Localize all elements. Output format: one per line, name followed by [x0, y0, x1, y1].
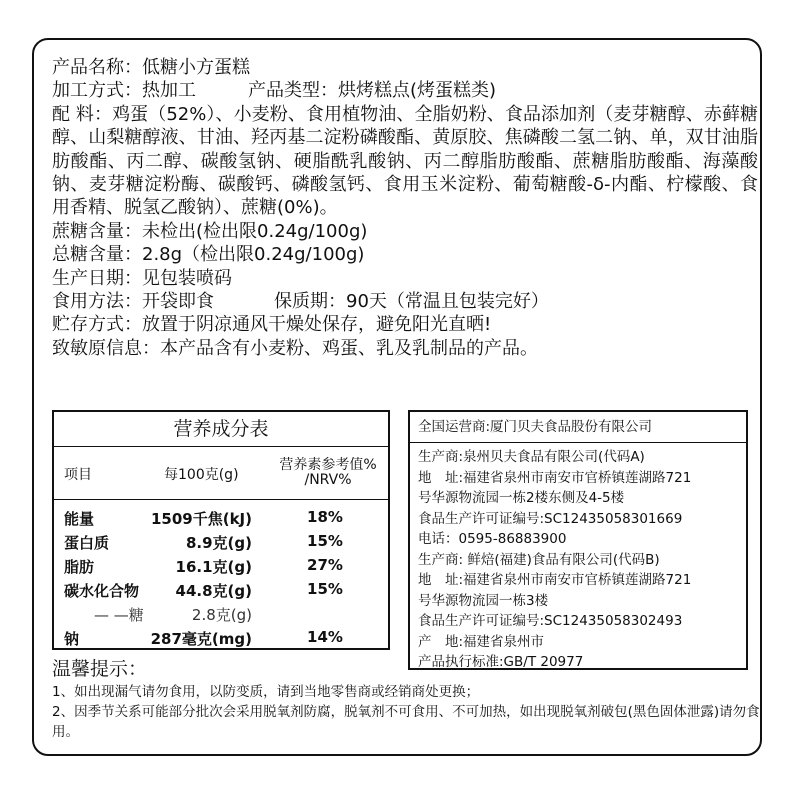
nutrient-name: 碳水化合物 [64, 582, 140, 600]
company-details [410, 443, 746, 673]
nutrient-name: 脂肪 [64, 558, 95, 576]
company-line: 地 址:福建省泉州市南安市官桥镇莲湖路721 [418, 469, 692, 486]
operator: 全国运营商:厦门贝夫食品股份有限公司 [410, 412, 746, 443]
company-line: 地 址:福建省泉州市南安市官桥镇莲湖路721 [418, 572, 692, 588]
nutrient-amount: 16.1克(g) [175, 558, 252, 576]
total-sugar-content: 总糖含量：2.8g（检出限0.24g/100g) [52, 244, 365, 266]
nutrition-row-protein [54, 530, 388, 554]
nutrient-amount: 44.8克(g) [175, 582, 252, 600]
nutrient-name: 蛋白质 [64, 534, 110, 552]
process-and-type-row [52, 79, 758, 102]
nutrition-table [52, 410, 390, 650]
company-line: 生产商:泉州贝夫食品有限公司(代码A) [418, 449, 645, 465]
header-per100: 每100克(g) [164, 467, 239, 483]
usage-and-shelf-row [52, 290, 758, 313]
nutrition-row-energy [54, 506, 388, 530]
production-date: 生产日期：见包装喷码 [52, 267, 232, 289]
nutrition-header [54, 447, 388, 500]
storage-method: 贮存方式：放置于阴凉通风干燥处保存，避免阳光直晒! [52, 314, 492, 336]
nutrition-title: 营养成分表 [54, 412, 388, 447]
nutrient-name: 钠 [64, 630, 80, 648]
ingredients: 配 料：鸡蛋（52%）、小麦粉、食用植物油、全脂奶粉、食品添加剂（麦芽糖醇、赤藓糖醇、山梨糖醇液、甘油、羟丙基二淀粉磷酸酯、黄原胶、焦磷酸二氢二钠、单，双甘油脂肪酸酯、丙二醇、碳酸氢钠、硬脂酰乳酸钠、丙二醇脂肪酸酯、蔗糖脂肪酸酯、海藻酸钠、麦芽糖淀粉酶、碳酸钙、磷酸氢钙、食用玉米淀粉、葡萄糖酸-δ-内酯、柠檬酸、食用香精、脱氢乙酸钠）、蔗糖(0%)。 [52, 103, 758, 219]
nutrient-nrv: 15% [307, 532, 343, 550]
company-line: 号华源物流园一栋2楼东侧及4-5楼 [418, 490, 625, 506]
company-line: 生产商: 鲜焙(福建)食品有限公司(代码B) [418, 551, 660, 568]
processing-method: 加工方式：热加工 [52, 80, 196, 102]
sucrose-content: 蔗糖含量：未检出(检出限0.24g/100g) [52, 220, 368, 242]
company-line: 产 地:福建省泉州市 [418, 633, 545, 650]
company-line: 食品生产许可证编号:SC12435058302493 [418, 613, 683, 629]
nutrient-nrv: 27% [307, 556, 343, 574]
nutrition-row-fat [54, 554, 388, 578]
nutrient-amount: 8.9克(g) [185, 534, 252, 552]
tips-section [52, 656, 762, 742]
nutrient-amount: 1509千焦(kJ) [150, 510, 252, 528]
nutrient-amount: 2.8克(g) [191, 606, 252, 624]
nutrition-row-carbohydrate [54, 578, 388, 602]
product-info [52, 56, 758, 360]
tip-item: 1、如出现漏气请勿食用，以防变质，请到当地零售商或经销商处更换； [52, 684, 480, 700]
nutrient-name: — —糖 [94, 606, 144, 624]
company-line: 号华源物流园一栋3楼 [418, 592, 549, 609]
product-name: 产品名称：低糖小方蛋糕 [52, 57, 250, 78]
header-item: 项目 [64, 467, 92, 483]
shelf-life: 保质期：90天（常温且包装完好） [274, 291, 549, 313]
header-nrv-line2: /NRV% [304, 472, 352, 488]
company-line: 产品执行标准:GB/T 20977 [418, 654, 584, 670]
tip-item: 2、因季节关系可能部分批次会采用脱氧剂防腐，脱氧剂不可食用、不可加热，如出现脱氧剂破包(黑色固体泄露)请勿食用。 [52, 704, 760, 740]
nutrient-nrv: 18% [307, 508, 343, 526]
usage-method: 食用方法：开袋即食 [52, 291, 214, 313]
nutrient-name: 能量 [64, 510, 95, 528]
nutrition-row-sugar [54, 602, 388, 626]
company-info-box [408, 410, 748, 670]
tips-title: 温馨提示： [52, 658, 148, 680]
header-nrv-line1: 营养素参考值% [279, 457, 377, 473]
allergen-info: 致敏原信息：本产品含有小麦粉、鸡蛋、乳及乳制品的产品。 [52, 337, 538, 359]
nutrient-amount: 287毫克(mg) [150, 630, 252, 648]
nutrition-row-sodium [54, 626, 388, 650]
nutrient-nrv: 15% [307, 580, 343, 598]
nutrient-nrv: 14% [307, 628, 343, 646]
company-line: 食品生产许可证编号:SC12435058301669 [418, 510, 683, 527]
company-line: 电话：0595-86883900 [418, 531, 567, 547]
product-type: 产品类型：烘烤糕点(烤蛋糕类) [248, 80, 497, 102]
